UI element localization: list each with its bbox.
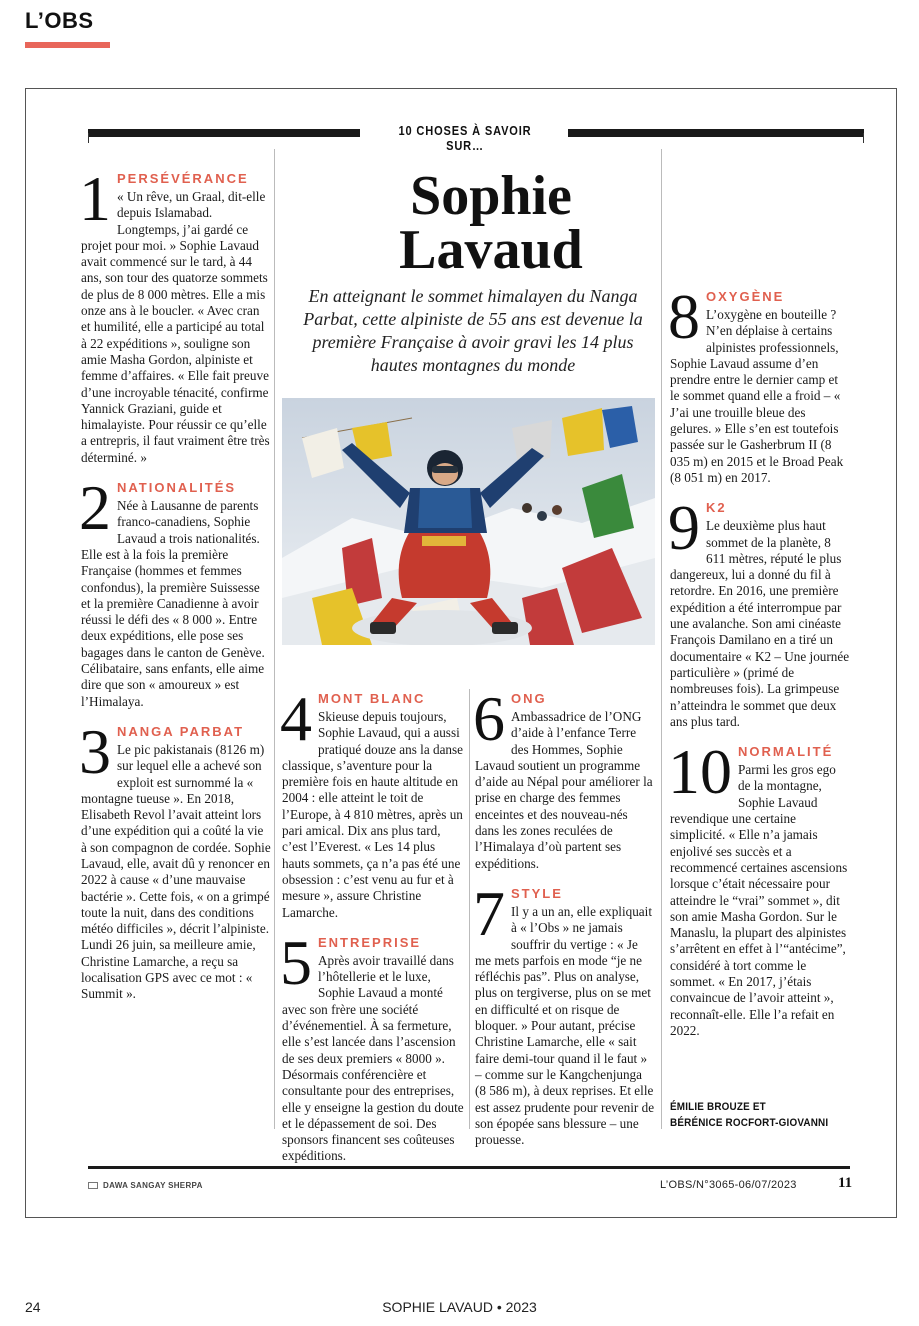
article-subtitle: En atteignant le sommet himalayen du Nanga Parbat, cette alpiniste de 55 ans est devenue la première Française à avoir gravi les 14 plus hautes montagnes du monde	[303, 286, 643, 375]
photo-credit	[88, 1181, 203, 1190]
column-divider	[274, 149, 275, 1129]
column-divider	[469, 689, 470, 1129]
kicker-stub-right	[863, 133, 864, 143]
section-2	[79, 472, 271, 710]
section-title: ENTREPRISE	[318, 934, 422, 950]
section-3	[79, 715, 271, 1003]
section-number: 3	[79, 715, 111, 787]
photo-illustration	[282, 398, 655, 645]
article-page	[25, 88, 897, 1218]
byline	[670, 1099, 828, 1131]
column-center-left	[280, 683, 465, 1165]
section-9	[668, 492, 850, 730]
section-number: 5	[280, 926, 312, 998]
photo-credit-text: DAWA SANGAY SHERPA	[103, 1181, 203, 1190]
section-4	[280, 683, 465, 921]
section-10	[668, 736, 850, 1039]
section-number: 8	[668, 281, 700, 352]
section-text: L’oxygène en bouteille ? N’en déplaise à certains alpinistes professionnels, Sophie Lavaud assume d’en prendre entre le dernier camp et le sommet quand elle a froid – « J’ai une trouille bleue des gelures. » Elle s’en est toutefois passée sur le Gasherbrum II (8 035 m) en 2015 et le Broad Peak (8 051 m) en 2017.	[670, 307, 844, 485]
section-number: 10	[668, 736, 732, 808]
section-number: 7	[473, 877, 505, 949]
section-number: 6	[473, 683, 505, 754]
section-title: MONT BLANC	[318, 691, 426, 706]
byline-line-2: BÉRÉNICE ROCFORT-GIOVANNI	[670, 1117, 829, 1129]
section-8	[668, 281, 850, 486]
section-title: OXYGÈNE	[706, 289, 785, 304]
section-text: Il y a un an, elle expliquait à « l’Obs » ne jamais souffrir du vertige : « Je me mets parfois en mode “je ne réfléchis pas”. Plus on analyse, plus on tergiverse, plus on se met en difficulté et on risque de bloquer. » Pour autant, précise Christine Lamarche, elle « sait faire demi-tour quand il le faut » – comme sur le Kangchenjunga (8 586 m), à deux reprises. Et elle est assez prudente pour revenir de son épopée sans blessure – une prouesse.	[475, 903, 655, 1148]
issue-info: L’OBS/N°3065-06/07/2023	[660, 1179, 797, 1191]
page-footer-title: SOPHIE LAVAUD • 2023	[382, 1299, 537, 1315]
section-number: 4	[280, 683, 312, 754]
kicker-rule-right	[568, 129, 864, 137]
column-right	[668, 281, 850, 1039]
column-divider	[661, 149, 662, 1129]
section-6	[473, 683, 655, 872]
section-text: Le deuxième plus haut sommet de la planète, 8 611 mètres, réputé le plus dangereux, lui a donné du fil à retordre. En 2016, une première expédition a été interrompue par une avalanche. Son ami cinéaste François Damilano en a tiré un documentaire « K2 – Une journée particulière » (primé de nombreuses fois). La grimpeuse n’atteindra le sommet que deux ans plus tard.	[670, 518, 850, 729]
section-text: Après avoir travaillé dans l’hôtellerie et le luxe, Sophie Lavaud a monté avec son frère une société d’événementiel. À sa fermeture, elle s’est lancée dans l’ascension de ses deux premiers « 8000 ». Désormais conférencière et consultante pour des entreprises, elle y enseigne la gestion du doute et le dépassement de soi. Des sponsors financent ses coûteuses expéditions.	[282, 952, 464, 1164]
section-title: K2	[706, 500, 727, 516]
title-line-1: Sophie	[410, 165, 572, 227]
kicker-stub-left	[88, 133, 89, 143]
section-title: NORMALITÉ	[738, 744, 834, 760]
section-text: « Un rêve, un Graal, dit-elle depuis Islamabad. Longtemps, j’ai gardé ce projet pour moi. » Sophie Lavaud avait commencé sur le tard, à 44 ans, son tour des quatorze sommets de plus de 8 000 mètres. Elle a mis onze ans à le boucler. « Avec cran et humilité, elle a participé au total à 22 expéditions », souligne son amie Masha Gordon, alpiniste et femme d’affaires. « Elle fait preuve d’une incroyable ténacité, confirme Yannick Graziani, guide et himalayiste. Pour réussir ce qu’elle a entrepris, il faut vraiment être très déterminé. »	[81, 189, 270, 465]
title-line-2: Lavaud	[399, 219, 583, 281]
summit-photo	[282, 398, 655, 645]
section-1	[79, 163, 271, 466]
kicker-rule-left	[88, 129, 360, 137]
section-text: Ambassadrice de l’ONG d’aide à l’enfance Terre des Hommes, Sophie Lavaud soutient un programme d’aide au Népal pour améliorer la prise en charge des femmes enceintes et des nouveau-nés dans les zones reculées de l’Himalaya d’où partent ses expéditions.	[475, 709, 653, 871]
article-title	[316, 165, 666, 281]
section-7	[473, 877, 655, 1148]
camera-icon	[88, 1182, 98, 1189]
brand-underline	[25, 42, 110, 48]
section-title: STYLE	[511, 885, 563, 901]
page-number: 24	[25, 1299, 41, 1315]
section-5	[280, 926, 465, 1165]
section-title: ONG	[511, 691, 547, 706]
section-number: 2	[79, 472, 111, 544]
kicker: 10 CHOSES À SAVOIR SUR…	[398, 123, 532, 153]
section-text: Parmi les gros ego de la montagne, Sophie Lavaud revendique une certaine simplicité. « Elle n’a jamais enjolivé ses succès et a recommencé certaines ascensions lorsque c’était nécessaire pour atteindre le “vrai” sommet », dit son amie Masha Gordon. Sur le Manaslu, la plupart des alpinistes s’arrêtent en effet à l’“antécime”, considéré à tort comme le sommet. « En 2017, j’étais convaincue de l’avoir atteint », reconnaît-elle. Elle l’a refait en 2022.	[670, 762, 848, 1038]
section-text: Skieuse depuis toujours, Sophie Lavaud, qui a aussi pratiqué douze ans la danse classique, s’aventure pour la première fois en haute altitude en 2004 : elle atteint le toit de l’Europe, à 4 810 mètres, après un pari amical. Dix ans plus tard, c’est l’Everest. « Les 14 plus hauts sommets, ça n’a pas été une obsession : c’est venu au fur et à mesure », assure Christine Lamarche.	[282, 709, 464, 920]
byline-line-1: ÉMILIE BROUZE ET	[670, 1101, 766, 1113]
section-number: 1	[79, 163, 111, 234]
section-title: PERSÉVÉRANCE	[117, 171, 249, 186]
footer-rule	[88, 1166, 850, 1169]
section-title: NATIONALITÉS	[117, 480, 237, 496]
column-center-right	[473, 683, 655, 1148]
section-text: Le pic pakistanais (8126 m) sur lequel elle a achevé son exploit est surnommé la « montagne tueuse ». En 2018, Elisabeth Revol l’avait atteint lors d’une expédition qui a coûté la vie à son compagnon de cordée. Sophie Lavaud, elle, avait dû y renoncer en 2022 à cause « d’une mauvaise bactérie ». Cette fois, « on a grimpé toute la nuit, dans des conditions météo difficiles », décrit l’alpiniste. Lundi 26 juin, sa meilleure amie, Christine Lamarche, a reçu sa localisation GPS avec ce mot : « Summit ».	[81, 741, 271, 1002]
section-text: Née à Lausanne de parents franco-canadiens, Sophie Lavaud a trois nationalités. Elle est à la fois la première Française (hommes et femmes confondus), la première Suissesse et la première Canadienne à avoir réussi le défi des « 8 000 ». Entre deux expéditions, elle pose ses bagages dans le canton de Genève. Célibataire, sans enfants, elle aime dire que son « amoureux » est l’Himalaya.	[81, 498, 265, 709]
brand-logo[interactable]: L’OBS	[25, 8, 94, 33]
section-title: NANGA PARBAT	[117, 723, 245, 739]
magazine-page-number: 11	[838, 1175, 853, 1191]
section-number: 9	[668, 492, 700, 564]
column-left	[79, 163, 271, 1003]
